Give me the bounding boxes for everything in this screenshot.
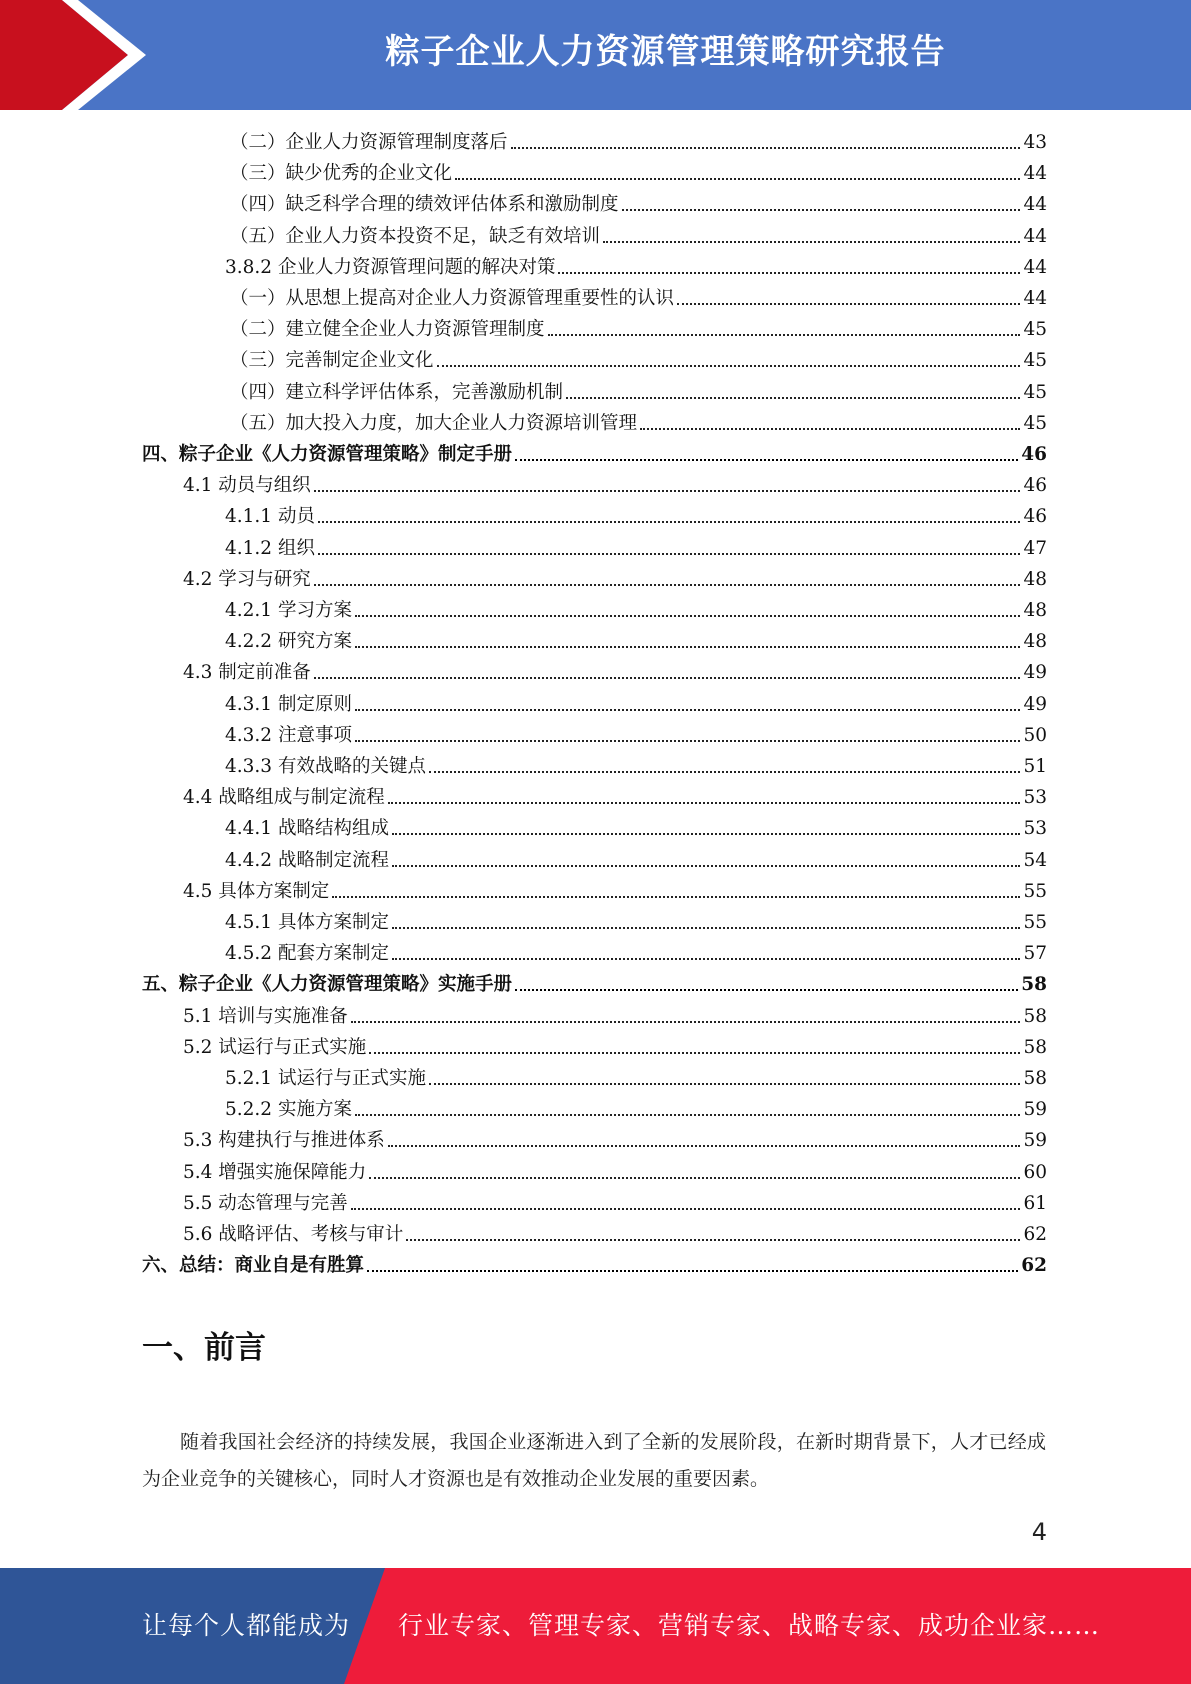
toc-entry[interactable] — [183, 470, 1047, 501]
toc-entry[interactable] — [183, 782, 1047, 813]
toc-leader-dots — [388, 802, 1021, 804]
toc-entry-label: （二）企业人力资源管理制度落后 — [230, 132, 508, 153]
toc-entry-label: 4.1.2 组织 — [225, 537, 315, 559]
toc-leader-dots — [622, 209, 1021, 211]
toc-leader-dots — [314, 584, 1021, 586]
toc-entry[interactable] — [183, 1157, 1047, 1188]
toc-entry-label: （五）加大投入力度，加大企业人力资源培训管理 — [230, 412, 638, 434]
toc-entry-label: 4.3.1 制定原则 — [225, 693, 352, 715]
toc-entry-label: 5.2.2 实施方案 — [225, 1099, 352, 1121]
toc-entry[interactable] — [225, 1063, 1047, 1094]
toc-entry[interactable] — [230, 158, 1047, 189]
toc-leader-dots — [566, 397, 1020, 399]
toc-entry-page: 62 — [1021, 1255, 1047, 1277]
toc-entry[interactable] — [225, 1094, 1047, 1125]
toc-leader-dots — [455, 178, 1020, 180]
toc-entry-page: 58 — [1023, 1036, 1047, 1058]
toc-entry-label: 4.1.1 动员 — [225, 506, 315, 528]
toc-leader-dots — [392, 865, 1020, 867]
toc-entry-page: 55 — [1023, 912, 1047, 933]
toc-entry-label: 4.5.2 配套方案制定 — [225, 943, 389, 965]
toc-entry-page: 44 — [1023, 194, 1047, 216]
toc-entry-page: 51 — [1023, 756, 1047, 777]
toc-leader-dots — [437, 365, 1021, 367]
toc-entry-page: 58 — [1023, 1068, 1047, 1089]
toc-entry[interactable] — [225, 595, 1047, 626]
toc-entry[interactable] — [230, 189, 1047, 220]
header-arrow-decoration — [0, 0, 160, 110]
toc-entry-label: （四）缺乏科学合理的绩效评估体系和激励制度 — [230, 194, 619, 216]
toc-entry[interactable] — [183, 1125, 1047, 1156]
toc-entry-page: 53 — [1023, 818, 1047, 840]
toc-entry-label: 五、粽子企业《人力资源管理策略》实施手册 — [142, 974, 513, 996]
toc-entry[interactable] — [230, 377, 1047, 408]
toc-entry-label: 4.4 战略组成与制定流程 — [183, 787, 385, 809]
toc-entry-page: 62 — [1023, 1224, 1047, 1245]
toc-entry-label: 5.4 增强实施保障能力 — [183, 1161, 367, 1183]
toc-entry[interactable] — [225, 252, 1047, 283]
toc-leader-dots — [511, 147, 1021, 149]
page-header — [0, 0, 1191, 110]
footer-slogan-right: 行业专家、管理专家、营销专家、战略专家、成功企业家…… — [398, 1611, 1101, 1640]
toc-leader-dots — [355, 615, 1021, 617]
toc-entry-page: 59 — [1023, 1130, 1047, 1152]
toc-leader-dots — [392, 927, 1020, 929]
toc-entry[interactable] — [225, 907, 1047, 938]
toc-entry-page: 43 — [1023, 132, 1047, 153]
body-paragraph: 随着我国社会经济的持续发展，我国企业逐渐进入到了全新的发展阶段，在新时期背景下，人才已经成为企业竞争的关键核心，同时人才资源也是有效推动企业发展的重要因素。 — [142, 1431, 1046, 1490]
toc-entry-label: 4.5 具体方案制定 — [183, 880, 330, 902]
toc-entry[interactable] — [225, 938, 1047, 969]
toc-entry-page: 57 — [1023, 943, 1047, 965]
toc-leader-dots — [548, 334, 1021, 336]
toc-entry[interactable] — [183, 1032, 1047, 1063]
document-title: 粽子企业人力资源管理策略研究报告 — [385, 32, 946, 72]
toc-entry-label: 4.3.2 注意事项 — [225, 724, 352, 746]
toc-entry[interactable] — [230, 345, 1047, 376]
toc-entry-label: （三）缺少优秀的企业文化 — [230, 163, 453, 185]
toc-leader-dots — [367, 1270, 1018, 1272]
page-footer — [0, 1568, 1191, 1684]
toc-entry[interactable] — [142, 969, 1047, 1000]
toc-leader-dots — [515, 989, 1018, 991]
toc-entry-label: （三）完善制定企业文化 — [230, 350, 434, 372]
toc-entry[interactable] — [225, 845, 1047, 876]
toc-entry-page: 44 — [1023, 225, 1047, 247]
toc-entry-page: 53 — [1023, 787, 1047, 809]
toc-entry-label: 4.3 制定前准备 — [183, 662, 311, 684]
toc-entry[interactable] — [225, 501, 1047, 532]
toc-entry[interactable] — [230, 221, 1047, 252]
toc-leader-dots — [388, 1145, 1021, 1147]
toc-entry-label: 5.5 动态管理与完善 — [183, 1192, 348, 1214]
toc-entry-page: 45 — [1023, 350, 1047, 372]
toc-entry-page: 60 — [1023, 1161, 1047, 1183]
toc-entry[interactable] — [225, 720, 1047, 751]
toc-entry-page: 54 — [1023, 849, 1047, 871]
toc-entry-label: （四）建立科学评估体系，完善激励机制 — [230, 381, 564, 403]
toc-leader-dots — [677, 303, 1020, 305]
toc-leader-dots — [355, 709, 1021, 711]
toc-leader-dots — [369, 1177, 1020, 1179]
toc-entry-label: 4.5.1 具体方案制定 — [225, 912, 389, 933]
toc-entry-label: 5.3 构建执行与推进体系 — [183, 1130, 385, 1152]
toc-entry-page: 48 — [1023, 631, 1047, 653]
section-heading: 一、前言 — [142, 1330, 266, 1366]
toc-leader-dots — [351, 1208, 1021, 1210]
toc-leader-dots — [429, 771, 1020, 773]
toc-entry-page: 47 — [1023, 537, 1047, 559]
toc-entry[interactable] — [183, 657, 1047, 688]
toc-entry[interactable] — [225, 751, 1047, 782]
toc-leader-dots — [318, 521, 1021, 523]
toc-leader-dots — [392, 833, 1020, 835]
toc-entry-page: 49 — [1023, 662, 1047, 684]
toc-leader-dots — [314, 677, 1021, 679]
toc-entry-label: 4.2.2 研究方案 — [225, 631, 352, 653]
toc-entry-page: 48 — [1023, 568, 1047, 590]
toc-entry-page: 58 — [1021, 974, 1047, 996]
toc-entry[interactable] — [225, 626, 1047, 657]
toc-entry-label: 5.6 战略评估、考核与审计 — [183, 1224, 404, 1245]
toc-entry[interactable] — [183, 564, 1047, 595]
toc-entry-page: 49 — [1023, 693, 1047, 715]
toc-entry-label: （二）建立健全企业人力资源管理制度 — [230, 319, 545, 341]
toc-leader-dots — [355, 646, 1021, 648]
toc-leader-dots — [558, 272, 1020, 274]
toc-entry-page: 50 — [1023, 724, 1047, 746]
toc-leader-dots — [392, 958, 1020, 960]
toc-leader-dots — [355, 740, 1021, 742]
toc-entry-page: 45 — [1023, 412, 1047, 434]
toc-entry-page: 61 — [1023, 1192, 1047, 1214]
toc-entry-page: 48 — [1023, 600, 1047, 621]
toc-entry-label: 5.2 试运行与正式实施 — [183, 1036, 367, 1058]
toc-entry[interactable] — [230, 127, 1047, 158]
toc-entry[interactable] — [230, 408, 1047, 439]
toc-leader-dots — [355, 1114, 1021, 1116]
toc-leader-dots — [515, 459, 1018, 461]
toc-entry[interactable] — [183, 1001, 1047, 1032]
toc-leader-dots — [429, 1083, 1020, 1085]
toc-leader-dots — [406, 1239, 1020, 1241]
toc-entry[interactable] — [230, 314, 1047, 345]
toc-entry-page: 45 — [1023, 319, 1047, 341]
toc-entry-label: 4.4.2 战略制定流程 — [225, 849, 389, 871]
toc-entry-label: （五）企业人力资本投资不足，缺乏有效培训 — [230, 225, 601, 247]
toc-entry-label: 六、总结：商业自是有胜算 — [142, 1255, 365, 1277]
page-number: 4 — [1031, 1518, 1047, 1546]
toc-entry[interactable] — [225, 689, 1047, 720]
toc-entry-label: 3.8.2 企业人力资源管理问题的解决对策 — [225, 256, 556, 278]
toc-entry-label: （一）从思想上提高对企业人力资源管理重要性的认识 — [230, 288, 675, 309]
toc-entry-label: 5.1 培训与实施准备 — [183, 1005, 348, 1027]
toc-entry-label: 4.4.1 战略结构组成 — [225, 818, 389, 840]
toc-entry[interactable] — [142, 439, 1047, 470]
toc-entry-label: 5.2.1 试运行与正式实施 — [225, 1068, 426, 1089]
toc-entry-page: 55 — [1023, 880, 1047, 902]
toc-entry-page: 58 — [1023, 1005, 1047, 1027]
toc-entry-label: 4.3.3 有效战略的关键点 — [225, 756, 426, 777]
toc-entry-label: 4.1 动员与组织 — [183, 475, 311, 497]
toc-entry[interactable] — [230, 283, 1047, 314]
toc-entry-page: 45 — [1023, 381, 1047, 403]
toc-leader-dots — [332, 896, 1020, 898]
toc-entry-label: 4.2 学习与研究 — [183, 568, 311, 590]
toc-entry-page: 46 — [1023, 475, 1047, 497]
toc-leader-dots — [318, 553, 1021, 555]
toc-entry-label: 4.2.1 学习方案 — [225, 600, 352, 621]
toc-entry-page: 44 — [1023, 256, 1047, 278]
toc-entry[interactable] — [183, 876, 1047, 907]
footer-slogan-left: 让每个人都能成为 — [142, 1611, 351, 1640]
toc-leader-dots — [314, 490, 1021, 492]
toc-leader-dots — [640, 428, 1020, 430]
toc-entry-page: 44 — [1023, 288, 1047, 309]
toc-leader-dots — [369, 1052, 1020, 1054]
toc-entry-label: 四、粽子企业《人力资源管理策略》制定手册 — [142, 444, 513, 465]
toc-entry-page: 59 — [1023, 1099, 1047, 1121]
toc-entry-page: 44 — [1023, 163, 1047, 185]
toc-entry[interactable] — [183, 1188, 1047, 1219]
toc-entry[interactable] — [225, 813, 1047, 844]
toc-leader-dots — [351, 1021, 1021, 1023]
toc-entry-page: 46 — [1023, 506, 1047, 528]
toc-entry[interactable] — [142, 1250, 1047, 1281]
toc-entry[interactable] — [225, 533, 1047, 564]
toc-entry-page: 46 — [1021, 444, 1047, 465]
toc-entry[interactable] — [183, 1219, 1047, 1250]
toc-leader-dots — [603, 241, 1020, 243]
